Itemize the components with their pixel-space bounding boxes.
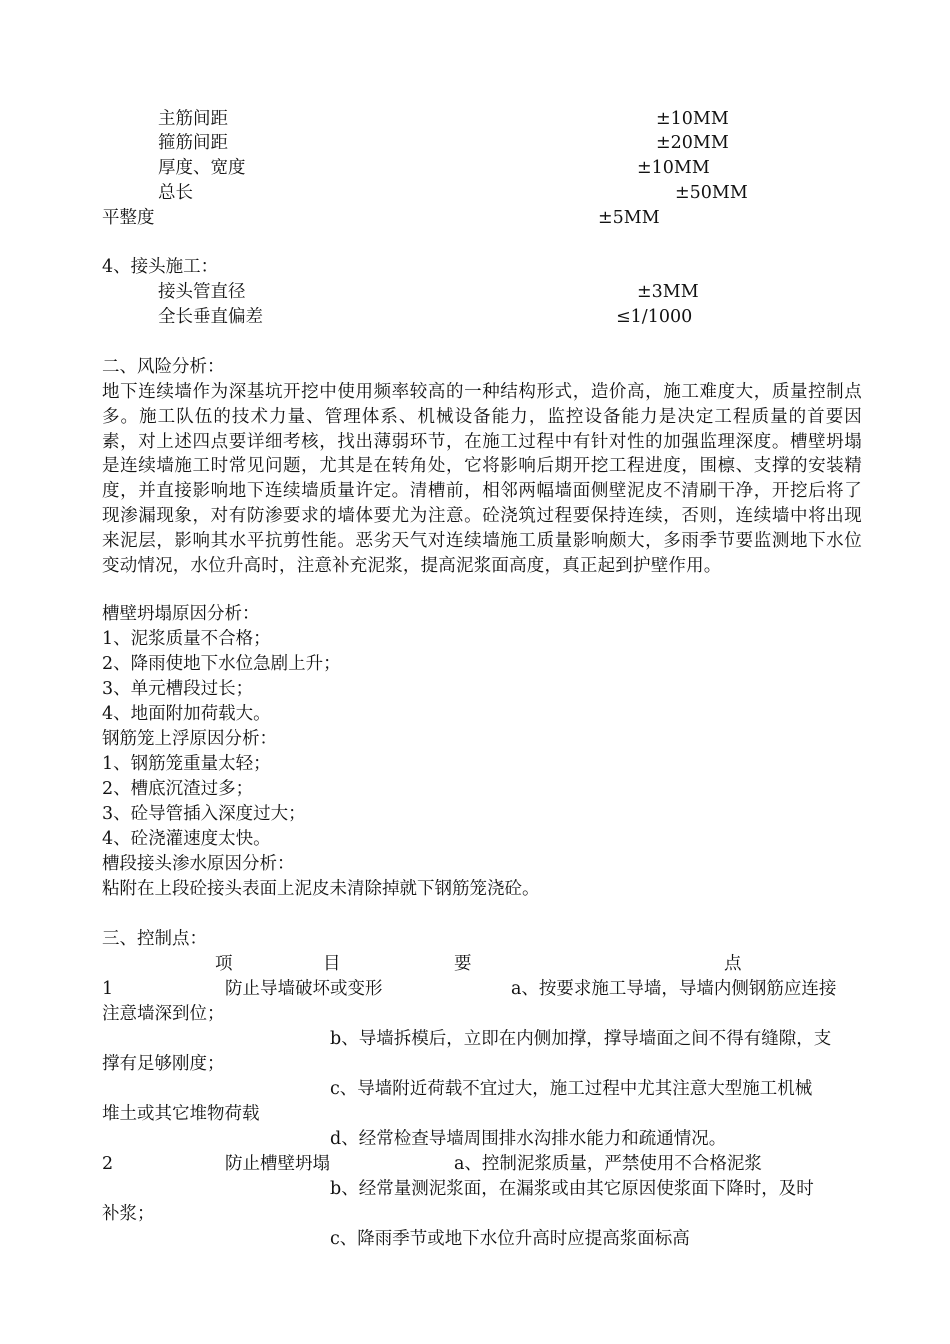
control-row-number: 1: [102, 979, 114, 999]
control-row-item: 防止导墙破坏或变形: [225, 979, 383, 999]
tolerance-value: ±20MM: [656, 133, 729, 153]
risk-paragraph: 地下连续墙作为深基坑开挖中使用频率较高的一种结构形式，造价高，施工难度大，质量控制点多。施工队伍的技术力量、管理体系、机械设备能力，监控设备能力是决定工程质量的首要因素，对上述四点要详细考核，找出薄弱环节，在施工过程中有针对性的加强监理深度。槽壁坍塌是连续墙施工时常见问题，尤其是在转角处，它将影响后期开挖工程进度，围檩、支撑的安装精度，并直接影响地下连续墙质量许定。清槽前，相邻两幅墙面侧壁泥皮不清刷干净，开挖后将了现渗漏现象，对有防渗要求的墙体要尤为注意。砼浇筑过程要保持连续，否则，连续墙中将出现来泥层，影响其水平抗剪性能。恶劣天气对连续墙施工质量影响颇大，多雨季节要监测地下水位变动情况，水位升高时，注意补充泥浆，提高泥浆面高度，真正起到护壁作用。: [102, 382, 862, 576]
tolerance-label: 箍筋间距: [158, 133, 228, 153]
control-point-cont: 补浆；: [102, 1204, 155, 1224]
tolerance-label: 厚度、宽度: [158, 158, 246, 178]
analysis-line: 4、地面附加荷载大。: [102, 704, 271, 724]
table-header-col: 项: [215, 954, 233, 974]
tolerance-value: ±5MM: [598, 208, 660, 228]
control-point: c、降雨季节或地下水位升高时应提高浆面标高: [330, 1229, 690, 1249]
analysis-line: 3、砼导管插入深度过大；: [102, 804, 306, 824]
control-point: b、经常量测泥浆面，在漏浆或由其它原因使浆面下降时，及时: [330, 1179, 814, 1199]
tolerance-value: ±10MM: [637, 158, 710, 178]
control-point-cont: 注意墙深到位；: [102, 1004, 225, 1024]
control-point-cont: 堆土或其它堆物荷载: [102, 1104, 260, 1124]
table-header-col: 点: [724, 954, 742, 974]
tolerance-value: ±10MM: [656, 109, 729, 129]
analysis-line: 钢筋笼上浮原因分析：: [102, 729, 277, 749]
analysis-line: 粘附在上段砼接头表面上泥皮未清除掉就下钢筋笼浇砼。: [102, 879, 540, 899]
table-header-col: 要: [454, 954, 472, 974]
control-point: c、导墙附近荷载不宜过大，施工过程中尤其注意大型施工机械: [330, 1079, 813, 1099]
analysis-line: 1、钢筋笼重量太轻；: [102, 754, 271, 774]
tolerance-label: 主筋间距: [158, 109, 228, 129]
analysis-line: 槽段接头渗水原因分析：: [102, 854, 295, 874]
analysis-line: 2、槽底沉渣过多；: [102, 779, 254, 799]
analysis-line: 3、单元槽段过长；: [102, 679, 254, 699]
control-point: a、控制泥浆质量，严禁使用不合格泥浆: [454, 1154, 762, 1174]
section-heading-joint: 4、接头施工：: [102, 257, 219, 277]
tolerance-label: 总长: [158, 183, 193, 203]
analysis-line: 1、泥浆质量不合格；: [102, 629, 271, 649]
control-point: d、经常检查导墙周围排水沟排水能力和疏通情况。: [330, 1129, 727, 1149]
joint-item-value: ≤1/1000: [616, 307, 693, 327]
control-row-number: 2: [102, 1154, 114, 1174]
joint-item-label: 接头管直径: [158, 282, 246, 302]
joint-item-value: ±3MM: [637, 282, 699, 302]
tolerance-value: ±50MM: [675, 183, 748, 203]
table-header-col: 目: [323, 954, 341, 974]
section-heading-risk: 二、风险分析：: [102, 357, 225, 377]
analysis-line: 4、砼浇灌速度太快。: [102, 829, 271, 849]
joint-item-label: 全长垂直偏差: [158, 307, 263, 327]
tolerance-label: 平整度: [102, 208, 155, 228]
control-point: b、导墙拆模后，立即在内侧加撑，撑导墙面之间不得有缝隙，支: [330, 1029, 832, 1049]
control-point: a、按要求施工导墙，导墙内侧钢筋应连接: [511, 979, 837, 999]
section-heading-control: 三、控制点：: [102, 929, 207, 949]
control-point-cont: 撑有足够刚度；: [102, 1054, 225, 1074]
analysis-line: 槽壁坍塌原因分析：: [102, 604, 260, 624]
control-row-item: 防止槽壁坍塌: [225, 1154, 330, 1174]
analysis-line: 2、降雨使地下水位急剧上升；: [102, 654, 341, 674]
